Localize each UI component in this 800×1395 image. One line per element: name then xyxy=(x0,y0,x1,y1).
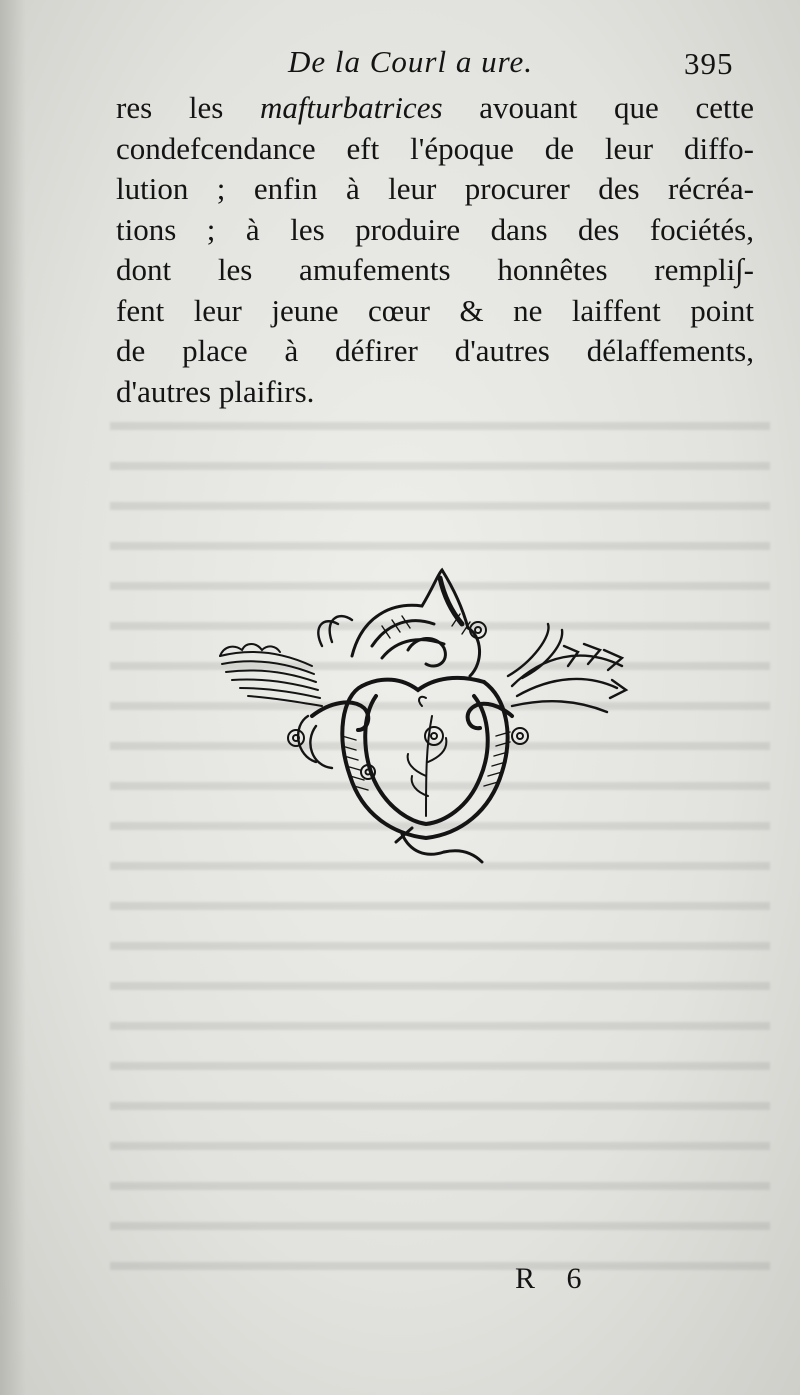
text-line: fent leur jeune cœur & ne laiffent point xyxy=(116,292,754,328)
text-line: dont les amufements honnêtes rempli∫- xyxy=(116,252,754,287)
text-line: res les mafturbatrices avouant que cette xyxy=(116,90,754,125)
text-line: tions ; à les produire dans des fociétés, xyxy=(116,211,754,247)
running-title: De la Courl a ure. xyxy=(288,44,534,79)
center-flower-sprig xyxy=(408,697,447,816)
right-foliage xyxy=(508,624,626,712)
top-shell xyxy=(352,570,480,676)
body-text xyxy=(116,88,754,412)
text-line: condefcendance eft l'époque de leur diffo- xyxy=(116,130,754,166)
left-wing xyxy=(220,644,322,706)
cartouche-frame xyxy=(312,678,512,838)
text-line: lution ; enfin à leur procurer des récréa- xyxy=(116,171,754,206)
page-header xyxy=(0,44,800,88)
page-number: 395 xyxy=(684,46,734,81)
text-line: d'autres plaifirs. xyxy=(116,373,315,409)
signature-mark: R 6 xyxy=(515,1262,594,1295)
rococo-cartouche-ornament-icon xyxy=(212,566,632,866)
page-gutter-shadow xyxy=(0,0,26,1395)
text-line: de place à défirer d'autres délaffements, xyxy=(116,333,754,368)
